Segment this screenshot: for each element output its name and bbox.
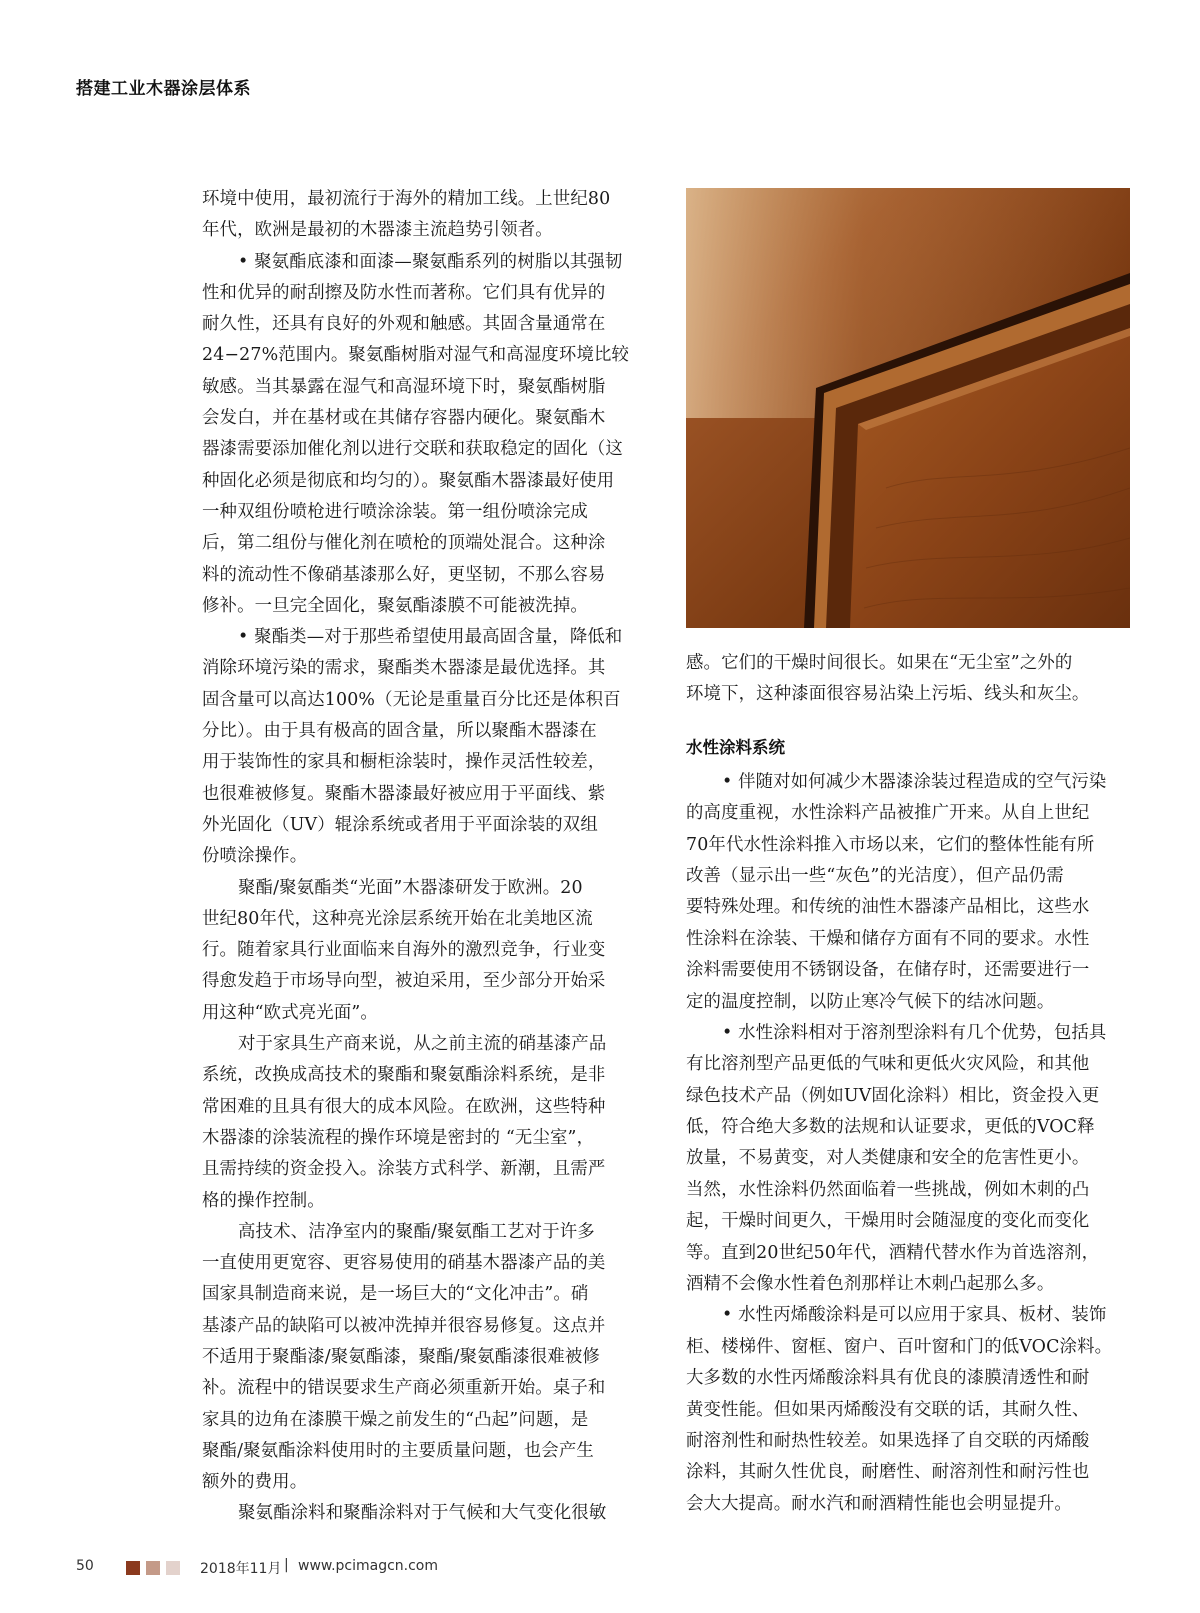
text-line: 耐久性，还具有良好的外观和触感。其固含量通常在 xyxy=(202,314,606,335)
text-line: 放量，不易黄变，对人类健康和安全的危害性更小。 xyxy=(686,1148,1090,1169)
footer-separator: | xyxy=(284,1557,289,1573)
text-line: 黄变性能。但如果丙烯酸没有交联的话，其耐久性、 xyxy=(686,1399,1090,1420)
text-line: 性和优异的耐刮擦及防水性而著称。它们具有优异的 xyxy=(202,282,606,303)
text-line: 聚酯/聚氨酯类“光面”木器漆研发于欧洲。20 xyxy=(238,877,583,898)
text-line: 得愈发趋于市场导向型，被迫采用，至少部分开始采 xyxy=(202,971,606,992)
text-line: 家具的边角在漆膜干燥之前发生的“凸起”问题，是 xyxy=(202,1409,589,1430)
decorative-square xyxy=(166,1561,180,1575)
text-line: 外光固化（UV）辊涂系统或者用于平面涂装的双组 xyxy=(202,814,598,835)
text-line: 低，符合绝大多数的法规和认证要求，更低的VOC释 xyxy=(686,1117,1095,1138)
decorative-square xyxy=(146,1561,160,1575)
text-line: 系统，改换成高技术的聚酯和聚氨酯涂料系统，是非 xyxy=(202,1065,606,1086)
text-line: 常困难的且具有很大的成本风险。在欧洲，这些特种 xyxy=(202,1096,606,1117)
text-line: 一种双组份喷枪进行喷涂涂装。第一组份喷涂完成 xyxy=(202,501,588,522)
text-line: 等。直到20世纪50年代，酒精代替水作为首选溶剂， xyxy=(686,1242,1100,1263)
text-line: 木器漆的涂装流程的操作环境是密封的 “无尘室”， xyxy=(202,1127,595,1148)
text-line: 种固化必须是彻底和均匀的）。聚氨酯木器漆最好使用 xyxy=(202,470,615,491)
issue-date: 2018年11月 xyxy=(200,1561,282,1577)
text-line: 70年代水性涂料推入市场以来，它们的整体性能有所 xyxy=(686,834,1095,855)
text-line: 行。随着家具行业面临来自海外的激烈竞争，行业变 xyxy=(202,940,606,961)
text-line: • 伴随对如何减少木器漆涂装过程造成的空气污染 xyxy=(722,771,1107,792)
text-line: 对于家具生产商来说，从之前主流的硝基漆产品 xyxy=(238,1034,607,1055)
text-line: 酒精不会像水性着色剂那样让木刺凸起那么多。 xyxy=(686,1274,1055,1295)
text-line: 柜、楼梯件、窗框、窗户、百叶窗和门的低VOC涂料。 xyxy=(686,1336,1113,1357)
text-line: 大多数的水性丙烯酸涂料具有优良的漆膜清透性和耐 xyxy=(686,1368,1090,1389)
text-line: 额外的费用。 xyxy=(202,1472,308,1493)
text-line: 涂料，其耐久性优良，耐磨性、耐溶剂性和耐污性也 xyxy=(686,1462,1090,1483)
running-header-title: 搭建工业木器涂层体系 xyxy=(76,79,251,99)
text-line: 有比溶剂型产品更低的气味和更低火灾风险，和其他 xyxy=(686,1054,1090,1075)
text-line: 世纪80年代，这种亮光涂层系统开始在北美地区流 xyxy=(202,908,593,929)
text-line: 会大大提高。耐水汽和耐酒精性能也会明显提升。 xyxy=(686,1493,1072,1514)
text-line: 感。它们的干燥时间很长。如果在“无尘室”之外的 xyxy=(686,653,1073,673)
text-line: 敏感。当其暴露在湿气和高湿环境下时，聚氨酯树脂 xyxy=(202,376,606,397)
text-line: 高技术、洁净室内的聚酯/聚氨酯工艺对于许多 xyxy=(238,1221,595,1242)
text-line: 起，干燥时间更久，干燥用时会随湿度的变化而变化 xyxy=(686,1211,1090,1232)
text-line: 性涂料在涂装、干燥和储存方面有不同的要求。水性 xyxy=(686,928,1090,949)
text-line: 补。流程中的错误要求生产商必须重新开始。桌子和 xyxy=(202,1378,606,1399)
text-line: 定的温度控制，以防止寒冷气候下的结冰问题。 xyxy=(686,991,1055,1012)
text-line: 改善（显示出一些“灰色”的光洁度），但产品仍需 xyxy=(686,865,1064,886)
text-line: 环境下，这种漆面很容易沾染上污垢、线头和灰尘。 xyxy=(686,684,1090,705)
left-text-column xyxy=(202,184,644,1530)
text-line: 24−27%范围内。聚氨酯树脂对湿气和高湿度环境比较 xyxy=(202,345,630,366)
text-line: 用这种“欧式亮光面”。 xyxy=(202,1002,378,1023)
text-line: 当然，水性涂料仍然面临着一些挑战，例如木刺的凸 xyxy=(686,1179,1090,1200)
text-line: 年代，欧洲是最初的木器漆主流趋势引领者。 xyxy=(202,220,553,241)
text-line: 国家具制造商来说，是一场巨大的“文化冲击”。硝 xyxy=(202,1284,589,1305)
text-line: 一直使用更宽容、更容易使用的硝基木器漆产品的美 xyxy=(202,1253,606,1274)
page-number: 50 xyxy=(76,1558,94,1574)
section-heading-waterborne: 水性涂料系统 xyxy=(686,737,785,757)
website-url: www.pcimagcn.com xyxy=(298,1558,439,1574)
text-line: • 聚氨酯底漆和面漆—聚氨酯系列的树脂以其强韧 xyxy=(238,251,623,272)
text-line: 修补。一旦完全固化，聚氨酯漆膜不可能被洗掉。 xyxy=(202,595,588,616)
text-line: 绿色技术产品（例如UV固化涂料）相比，资金投入更 xyxy=(686,1085,1100,1106)
text-line: • 聚酯类—对于那些希望使用最高固含量，降低和 xyxy=(238,627,623,648)
text-line: 料的流动性不像硝基漆那么好，更坚韧，不那么容易 xyxy=(202,564,606,585)
text-line: 要特殊处理。和传统的油性木器漆产品相比，这些水 xyxy=(686,897,1090,918)
text-line: 分比）。由于具有极高的固含量，所以聚酯木器漆在 xyxy=(202,721,597,742)
text-line: 涂料需要使用不锈钢设备，在储存时，还需要进行一 xyxy=(686,960,1090,981)
wood-cabinet-door-photo xyxy=(686,188,1130,628)
text-line: • 水性涂料相对于溶剂型涂料有几个优势，包括具 xyxy=(722,1022,1107,1043)
text-line: 耐溶剂性和耐热性较差。如果选择了自交联的丙烯酸 xyxy=(686,1430,1090,1451)
text-line: 份喷涂操作。 xyxy=(202,846,308,867)
text-line: 聚酯/聚氨酯涂料使用时的主要质量问题，也会产生 xyxy=(202,1440,594,1461)
text-line: 固含量可以高达100%（无论是重量百分比还是体积百 xyxy=(202,689,621,710)
text-line: 聚氨酯涂料和聚酯涂料对于气候和大气变化很敏 xyxy=(238,1503,607,1524)
text-line: 消除环境污染的需求，聚酯类木器漆是最优选择。其 xyxy=(202,658,606,679)
text-line: 也很难被修复。聚酯木器漆最好被应用于平面线、紫 xyxy=(202,783,606,804)
text-line: 不适用于聚酯漆/聚氨酯漆，聚酯/聚氨酯漆很难被修 xyxy=(202,1346,600,1367)
right-text-column xyxy=(686,648,1130,1520)
text-line: 环境中使用，最初流行于海外的精加工线。上世纪80 xyxy=(202,189,611,209)
decorative-square xyxy=(126,1561,140,1575)
text-line: 且需持续的资金投入。涂装方式科学、新潮，且需严 xyxy=(202,1159,606,1180)
page-footer xyxy=(0,1556,1200,1580)
text-line: 会发白，并在基材或在其储存容器内硬化。聚氨酯木 xyxy=(202,408,606,429)
text-line: 基漆产品的缺陷可以被冲洗掉并很容易修复。这点并 xyxy=(202,1315,606,1336)
text-line: • 水性丙烯酸涂料是可以应用于家具、板材、装饰 xyxy=(722,1305,1107,1326)
text-line: 格的操作控制。 xyxy=(202,1190,325,1211)
text-line: 用于装饰性的家具和橱柜涂装时，操作灵活性较差， xyxy=(202,752,606,773)
text-line: 的高度重视，水性涂料产品被推广开来。从自上世纪 xyxy=(686,803,1090,824)
text-line: 后，第二组份与催化剂在喷枪的顶端处混合。这种涂 xyxy=(202,533,606,554)
text-line: 器漆需要添加催化剂以进行交联和获取稳定的固化（这 xyxy=(202,439,623,460)
